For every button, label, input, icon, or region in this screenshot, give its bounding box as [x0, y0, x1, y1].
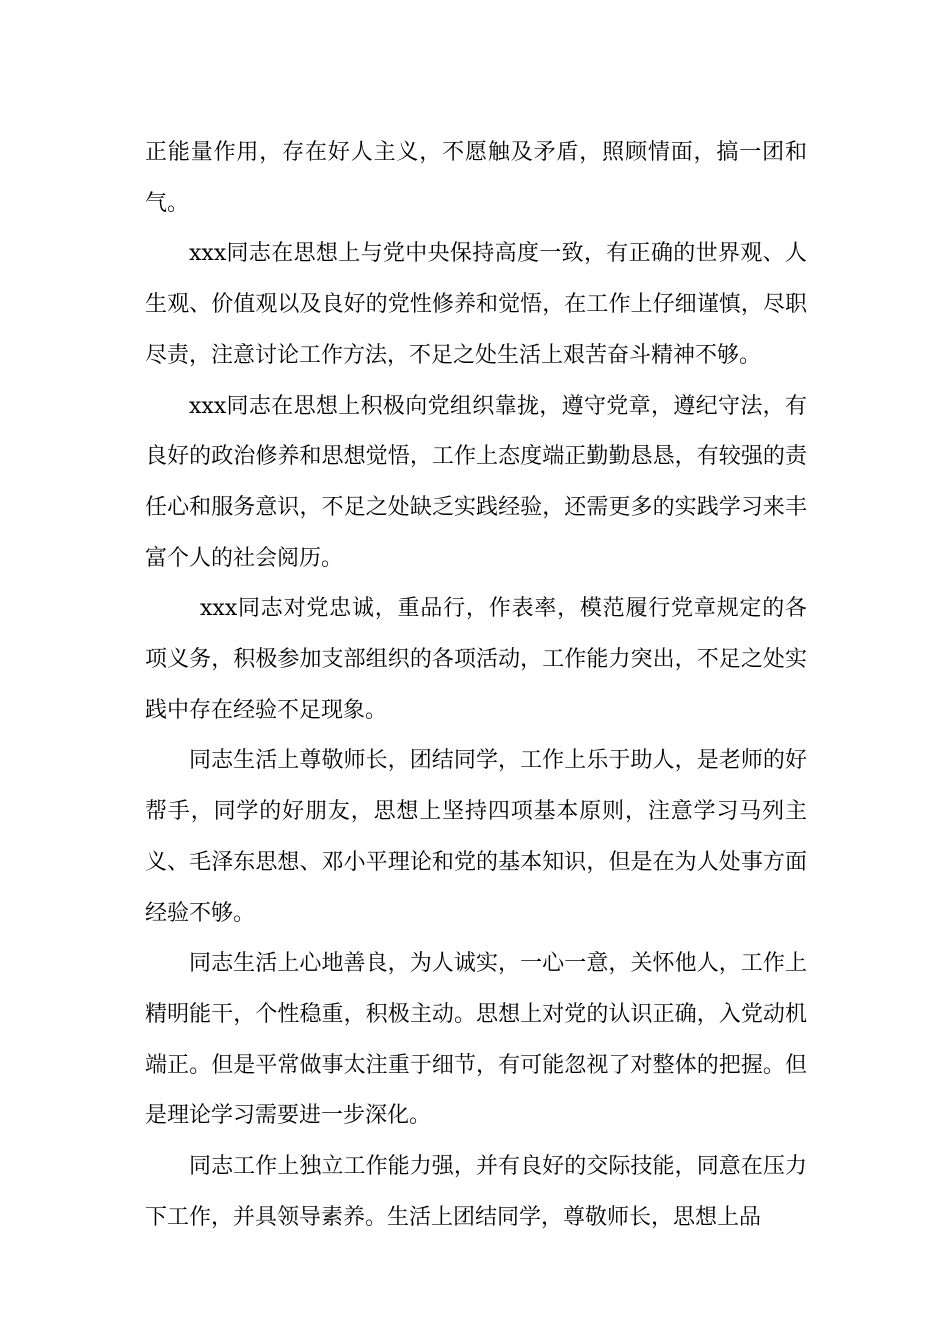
document-body	[145, 128, 807, 1243]
paragraph-evaluation-3: xxx同志对党忠诚，重品行，作表率，模范履行党章规定的各项义务，积极参加支部组织的各项活动，工作能力突出，不足之处实践中存在经验不足现象。	[145, 596, 807, 723]
paragraph-continuation: 正能量作用，存在好人主义，不愿触及矛盾，照顾情面，搞一团和气。	[145, 140, 807, 216]
paragraph-evaluation-1: xxx同志在思想上与党中央保持高度一致，有正确的世界观、人生观、价值观以及良好的党性修养和觉悟，在工作上仔细谨慎，尽职尽责，注意讨论工作方法，不足之处生活上艰苦奋斗精神不够。	[145, 241, 807, 368]
paragraph-evaluation-5: 同志生活上心地善良，为人诚实，一心一意，关怀他人，工作上精明能干，个性稳重，积极主动。思想上对党的认识正确，入党动机端正。但是平常做事太注重于细节，有可能忽视了对整体的把握。但是理论学习需要进一步深化。	[145, 951, 807, 1129]
paragraph-evaluation-4: 同志生活上尊敬师长，团结同学，工作上乐于助人，是老师的好帮手，同学的好朋友，思想上坚持四项基本原则，注意学习马列主义、毛泽东思想、邓小平理论和党的基本知识，但是在为人处事方面经验不够。	[145, 748, 807, 926]
paragraph-evaluation-2: xxx同志在思想上积极向党组织靠拢，遵守党章，遵纪守法，有良好的政治修养和思想觉悟，工作上态度端正勤勤恳恳，有较强的责任心和服务意识，不足之处缺乏实践经验，还需更多的实践学习来丰富个人的社会阅历。	[145, 393, 807, 571]
paragraph-evaluation-6: 同志工作上独立工作能力强，并有良好的交际技能，同意在压力下工作，并具领导素养。生活上团结同学，尊敬师长，思想上品	[145, 1154, 807, 1230]
